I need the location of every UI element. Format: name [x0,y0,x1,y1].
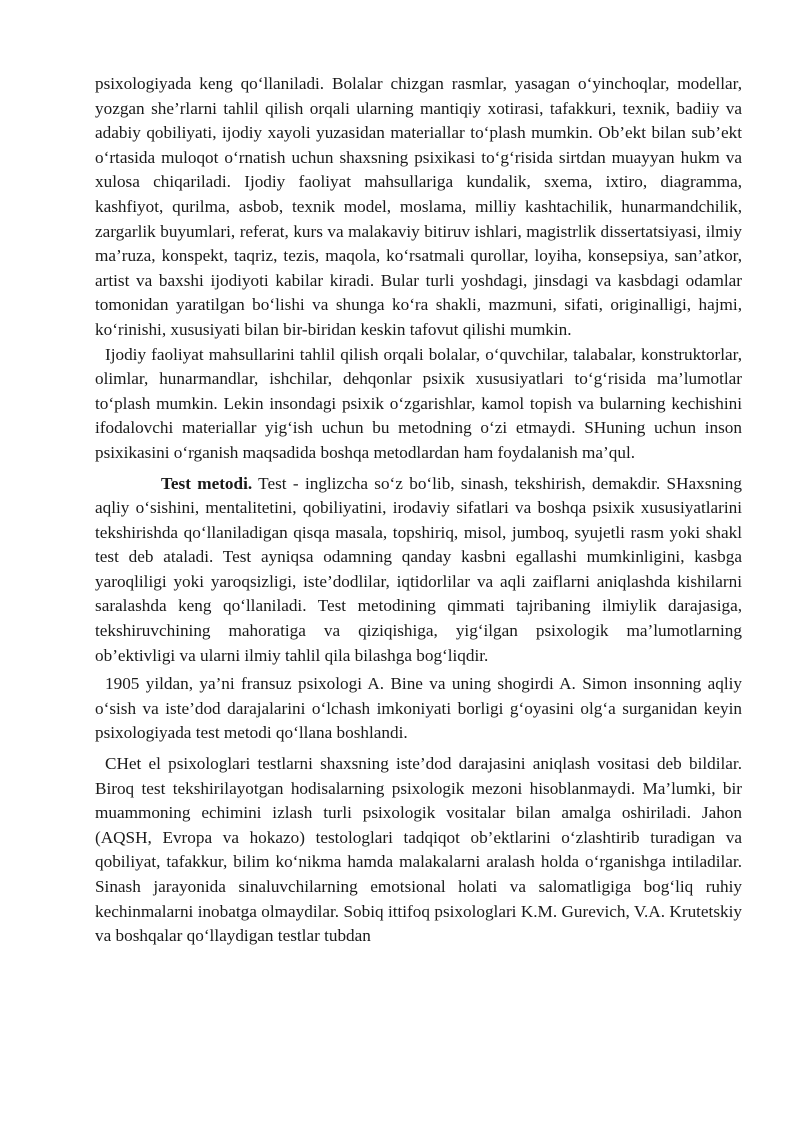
paragraph-foreign-psychologists: CHet el psixologlari testlarni shaxsning iste’dod darajasini aniqlash vositasi deb bildilar. Biroq test tekshirilayotgan hodisalarning psixologik mezoni hisoblanmaydi. Ma’lumki, bir muammoning echimini izlash turli psixologik vositalar bilan amalga oshiriladi. Jahon (AQSH, Evropa va hokazo) testologlari tadqiqot ob’ektlarini o‘zlashtirib turadigan va qobiliyat, tafakkur, bilim ko‘nikma hamda malakalarni aralash holda o‘rganishga intiladilar. Sinash jarayonida sinaluvchilarning emotsional holati va salomatligiga bog‘liq ruhiy kechinmalarni inobatga olmaydilar. Sobiq ittifoq psixologlari K.M. Gurevich, V.A. Krutetskiy va boshqalar qo‘llaydigan testlar tubdan [95,754,742,946]
paragraph-test-method [95,472,742,669]
paragraph-creative-products-analysis: Ijodiy faoliyat mahsullarini tahlil qilish orqali bolalar, o‘quvchilar, talabalar, konstruktorlar, olimlar, hunarmandlar, ishchilar, dehqonlar psixik xususiyatlari to‘g‘risida ma’lumotlar to‘plash mumkin. Lekin insondagi psixik o‘zgarishlar, kamol topish va bularning kechishini ifodalovchi materiallar yig‘ish uchun bu metodning o‘zi etmaydi. SHuning uchun inson psixikasini o‘rganish maqsadida boshqa metodlardan ham foydalanish ma’qul. [95,344,742,462]
paragraph-creative-products-examples: psixologiyada keng qo‘llaniladi. Bolalar chizgan rasmlar, yasagan o‘yinchoqlar, modellar, yozgan she’rlarni tahlil qilish orqali ularning mantiqiy xotirasi, tafakkuri, texnik, badiiy va adabiy qobiliyati, ijodiy xayoli yuzasidan materiallar to‘plash mumkin. Ob’ekt bilan sub’ekt o‘rtasida muloqot o‘rnatish uchun shaxsning psixikasi to‘g‘risida sirtdan muayyan hukm va xulosa chiqariladi. Ijodiy faoliyat mahsullariga kundalik, sxema, ixtiro, diagramma, kashfiyot, qurilma, asbob, texnik model, moslama, milliy kashtachilik, hunarmandchilik, zargarlik buyumlari, referat, kurs va malakaviy bitiruv ishlari, magistrlik dissertatsiyasi, ilmiy ma’ruza, konspekt, taqriz, tezis, maqola, ko‘rsatmali qurollar, loyiha, konsepsiya, san’atkor, artist va baxshi ijodiyoti kabilar kiradi. Bular turli yoshdagi, jinsdagi va kasbdagi odamlar tomonidan yaratilgan bo‘lishi va shunga ko‘ra shakli, mazmuni, sifati, originalligi, hajmi, ko‘rinishi, xususiyati bilan bir-biridan keskin tafovut qilishi mumkin. [95,74,742,339]
test-method-heading: Test metodi. [161,473,253,493]
document-page [95,72,742,949]
paragraph-bine-simon-history: 1905 yildan, ya’ni fransuz psixologi A. Bine va uning shogirdi A. Simon insonning aqliy o‘sish va iste’dod darajalarini o‘lchash imkoniyati borligi g‘oyasini olg‘a surganidan keyin psixologiyada test metodi qo‘llana boshlandi. [95,674,742,743]
test-method-body: Test - inglizcha so‘z bo‘lib, sinash, tekshirish, demakdir. SHaxsning aqliy o‘sishini, mentalitetini, qobiliyatini, irodaviy sifatlari va boshqa psixik xususiyatlarini tekshirishda qo‘llaniladigan qisqa masala, topshiriq, misol, jumboq, syujetli rasm yoki shakl test deb ataladi. Test ayniqsa odamning qanday kasbni egallashi mumkinligini, kasbga yaroqliligi yoki yaroqsizligi, iste’dodlilar, iqtidorlilar va aqli zaiflarni aniqlashda kishilarni saralashda keng qo‘llaniladi. Test metodining qimmati tajribaning ilmiylik darajasiga, tekshiruvchining mahoratiga va qiziqishiga, yig‘ilgan psixologik ma’lumotlarning ob’ektivligi va ularni ilmiy tahlil qila bilashga bog‘liqdir. [95,473,742,665]
